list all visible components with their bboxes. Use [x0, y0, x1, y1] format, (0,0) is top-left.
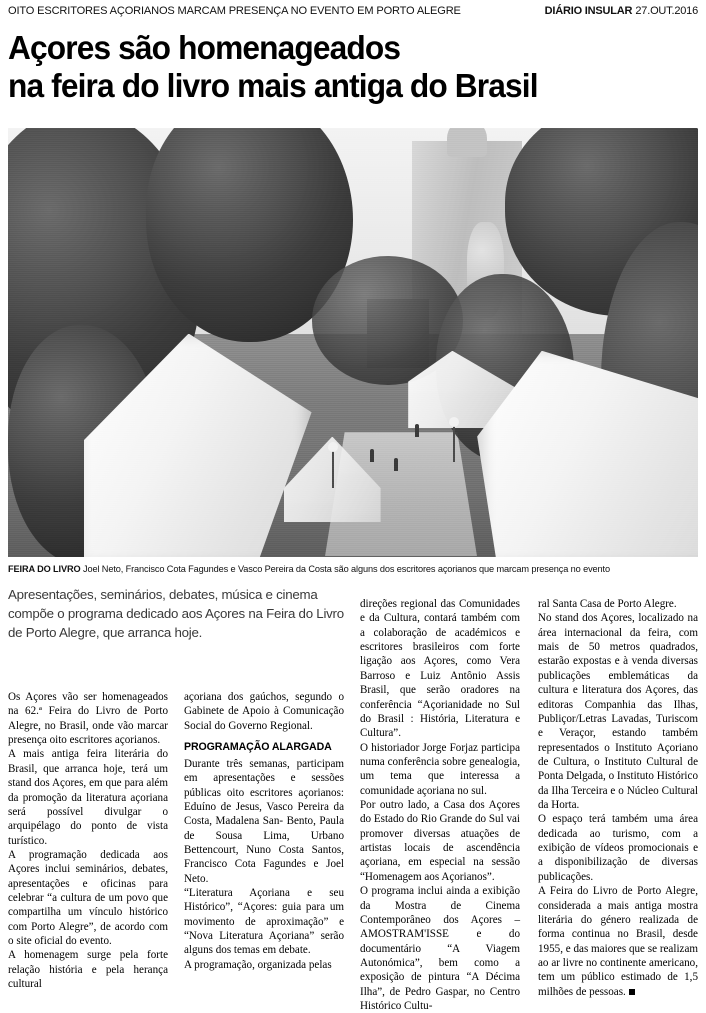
photo-grain-overlay	[8, 128, 698, 557]
paragraph: A homenagem surge pela forte relação história e pela herança cultural	[8, 949, 168, 991]
body-columns-right	[360, 597, 698, 1013]
page-title	[8, 29, 670, 106]
headline-line-1: Açores são homenageados	[8, 29, 401, 66]
section-subhead: PROGRAMAÇÃO ALARGADA	[184, 741, 332, 754]
article-lead: Apresentações, seminários, debates, música e cinema compõe o programa dedicado aos Açores na Feira do Livro de Porto Alegre, que arranca hoje.	[8, 587, 344, 641]
masthead	[545, 5, 698, 17]
page-header	[8, 0, 698, 27]
paragraph: Os Açores vão ser homenageados na 62.ª Feira do Livro de Porto Alegre, no Brasil, onde vão marcar presença oito escritores açorianos.	[8, 691, 168, 747]
body-column-2	[184, 690, 344, 992]
body-column-4	[538, 597, 698, 1013]
paragraph: O espaço terá também uma área dedicada ao turismo, com a exibição de vídeos promocionais e a disponibilização de diversas publicações.	[538, 813, 698, 883]
end-mark	[629, 989, 635, 995]
photo-image	[8, 128, 698, 557]
paragraph: ral Santa Casa de Porto Alegre.	[538, 598, 677, 610]
photo-caption	[8, 563, 684, 575]
body-column-1	[8, 690, 168, 992]
photo-caption-text: Joel Neto, Francisco Cota Fagundes e Vasco Pereira da Costa são alguns dos escritores açorianos que marcam presença no evento	[82, 562, 610, 574]
paragraph: O historiador Jorge Forjaz participa numa conferência sobre genealogia, um tema que interessa a comunidade açoriana no sul.	[360, 741, 520, 797]
header-kicker: OITO ESCRITORES AÇORIANOS MARCAM PRESENÇA NO EVENTO EM PORTO ALEGRE	[8, 5, 461, 17]
paragraph: A programação dedicada aos Açores inclui seminários, debates, apresentações e oficinas para celebrar “a cultura de um povo que compartilha um vínculo histórico com Porto Alegre”, de acordo com o site oficial do evento.	[8, 848, 168, 948]
article-photo	[8, 128, 698, 557]
paragraph-last	[538, 884, 698, 999]
publication-name: DIÁRIO INSULAR	[544, 5, 633, 17]
paragraph: “Literatura Açoriana e seu Histórico”, “Açores: guia para um movimento de aproximação” e “Nova Literatura Açoriana” serão alguns dos temas em debate.	[184, 887, 344, 957]
paragraph: Durante três semanas, participam em apresentações e sessões públicas oito escritores açorianos: Eduíno de Jesus, Vasco Pereira da Costa, Madalena San- Bento, Paula de Sousa Lima, Urbano Bettencourt, Nuno Costa Santos, Francisco Cota Fagundes e Joel Neto.	[184, 757, 344, 885]
headline-line-2: na feira do livro mais antiga do Brasil	[8, 67, 538, 105]
paragraph: A mais antiga feira literária do Brasil, que arranca hoje, terá um stand dos Açores, em que para além da promoção da literatura açoriana será possível divulgar o arquipélago do ponto de vista turístico.	[8, 748, 168, 847]
publication-date: 27.OUT.2016	[635, 5, 698, 17]
paragraph: açoriana dos gaúchos, segundo o Gabinete de Apoio à Comunicação Social do Governo Regional.	[184, 691, 344, 732]
photo-caption-label: FEIRA DO LIVRO	[8, 562, 81, 574]
paragraph: No stand dos Açores, localizado na área internacional da feira, com mais de 50 metros quadrados, estarão expostas e à venda diversas publicações emblemáticas da cultura e literatura dos Açores, das editoras Companhia das Ilhas, Publiçor/Letras Lavadas, Turiscom e Veraçor, estando também representados o Instituto Açoriano de Cultura, o Instituto Cultural de Ponta Delgada, o Instituto Histórico da Ilha Terceira e o Núcleo Cultural da Horta.	[538, 612, 698, 812]
paragraph-text: A Feira do Livro de Porto Alegre, considerada a mais antiga mostra literária do género realizada de forma continua no Brasil, desde 1955, e das maiores que se realizam ao ar livre no continente americano, tem um público estimado de 1,5 milhões de pessoas.	[538, 885, 698, 998]
body-column-3	[360, 597, 520, 1013]
paragraph: A programação, organizada pelas	[184, 958, 332, 971]
paragraph: Por outro lado, a Casa dos Açores do Estado do Rio Grande do Sul vai promover diversas atuações de artistas locais de ascendência açoriana, em especial na sessão “Homenagem aos Açorianos”.	[360, 799, 520, 883]
paragraph: O programa inclui ainda a exibição da Mostra de Cinema Contemporâneo dos Açores – AMOSTRAM'ISSE e do documentário “A Viagem Autonómica”, bem como a exposição de pintura “A Décima Ilha”, de Pedro Gaspar, no Centro Histórico Cultu-	[360, 885, 520, 1013]
paragraph: direções regional das Comunidades e da Cultura, contará também com a colaboração de académicos e escritores brasileiros com forte ligação aos Açores, como Vera Barroso e Luiz Antônio Assis Brasil, que serão oradores na conferência “Açorianidade no Sul do Brasil : História, Literatura e Cultura”.	[360, 598, 520, 740]
